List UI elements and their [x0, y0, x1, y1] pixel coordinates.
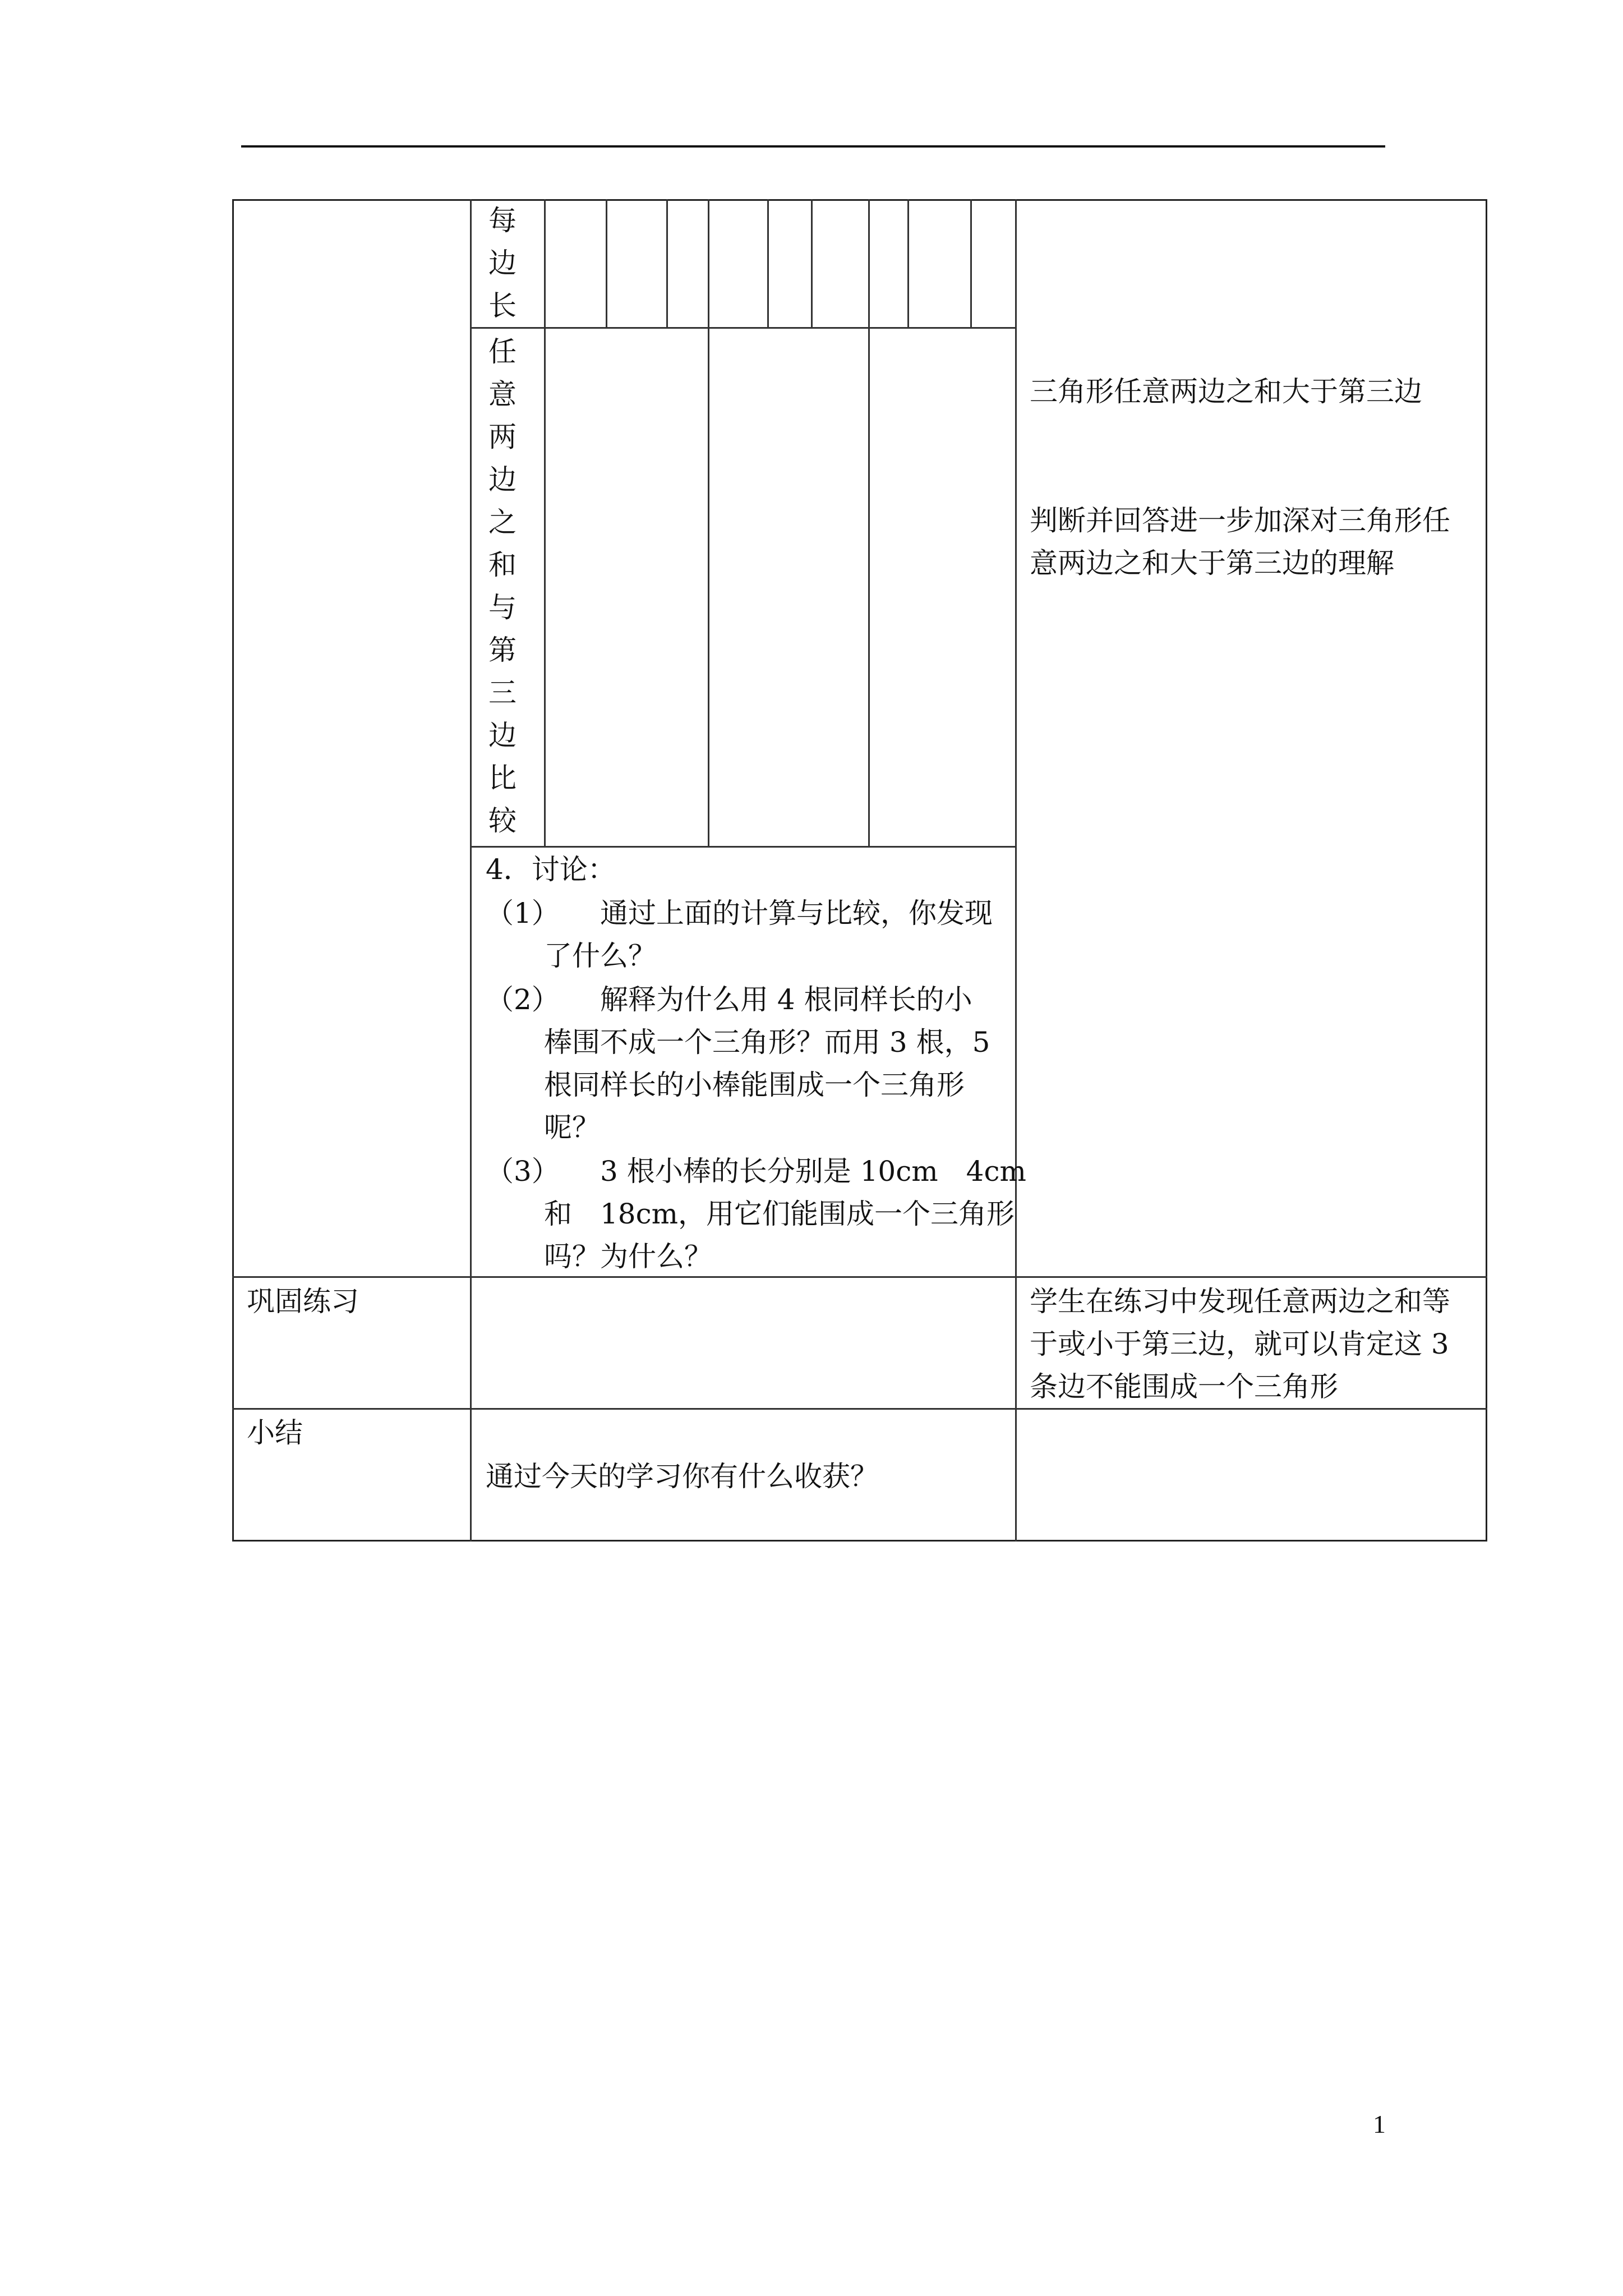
col-divider-3: [1015, 199, 1017, 1542]
discussion-q1-number: （1）: [486, 897, 560, 930]
each-side-cell-divider: [606, 199, 607, 327]
each-side-length-label: 每 边 长: [488, 204, 517, 322]
sum-compare-label: 任 意 两 边 之 和 与 第 三 边 比 较: [488, 335, 517, 837]
each-side-cell-divider: [767, 199, 769, 327]
row-divider-summary: [232, 1408, 1487, 1410]
discussion-q2-number: （2）: [486, 983, 560, 1016]
header-rule: [241, 145, 1385, 148]
each-side-cell-divider: [907, 199, 909, 327]
discussion-heading: 4．讨论：: [486, 853, 616, 886]
consolidate-label: 巩固练习: [247, 1285, 359, 1318]
col-divider-1: [470, 199, 472, 1542]
discussion-q1-line1: 通过上面的计算与比较，你发现: [600, 897, 993, 930]
discussion-q2-line3: 根同样长的小棒能围成一个三角形: [544, 1069, 965, 1101]
each-side-cell-divider: [811, 199, 813, 327]
discussion-q1-line2: 了什么？: [544, 940, 656, 972]
discussion-q3-line2: 和 18cm，用它们能围成一个三角形: [544, 1198, 1015, 1230]
each-side-cell-divider: [708, 199, 709, 846]
discussion-q3-line1: 3 根小棒的长分别是 10cm 4cm: [600, 1155, 1026, 1188]
discussion-q2-line2: 棒围不成一个三角形？而用 3 根，5: [544, 1026, 990, 1059]
row-divider-consolidate: [232, 1276, 1487, 1278]
discussion-q3-line3: 吗？为什么？: [544, 1240, 712, 1273]
consolidate-note-line1: 学生在练习中发现任意两边之和等: [1030, 1285, 1450, 1318]
discussion-q2-line4: 呢？: [544, 1111, 600, 1144]
judge-answer-note-line1: 判断并回答进一步加深对三角形任: [1030, 504, 1450, 537]
discussion-q2-line1: 解释为什么用 4 根同样长的小: [600, 983, 972, 1016]
each-side-cell-divider: [868, 199, 870, 846]
row-divider-sum-compare: [470, 846, 1015, 848]
consolidate-note-line2: 于或小于第三边，就可以肯定这 3: [1030, 1328, 1449, 1360]
consolidate-note-line3: 条边不能围成一个三角形: [1030, 1370, 1338, 1403]
summary-label: 小结: [247, 1416, 303, 1449]
row-divider-each-side: [470, 327, 1015, 329]
discussion-q3-number: （3）: [486, 1155, 560, 1188]
judge-answer-note-line2: 意两边之和大于第三边的理解: [1030, 547, 1394, 579]
inner-label-divider: [544, 199, 546, 846]
triangle-inequality-note: 三角形任意两边之和大于第三边: [1030, 375, 1422, 408]
each-side-cell-divider: [666, 199, 668, 327]
page-number: 1: [1373, 2110, 1386, 2138]
summary-content: 通过今天的学习你有什么收获？: [486, 1460, 878, 1493]
each-side-cell-divider: [970, 199, 972, 327]
